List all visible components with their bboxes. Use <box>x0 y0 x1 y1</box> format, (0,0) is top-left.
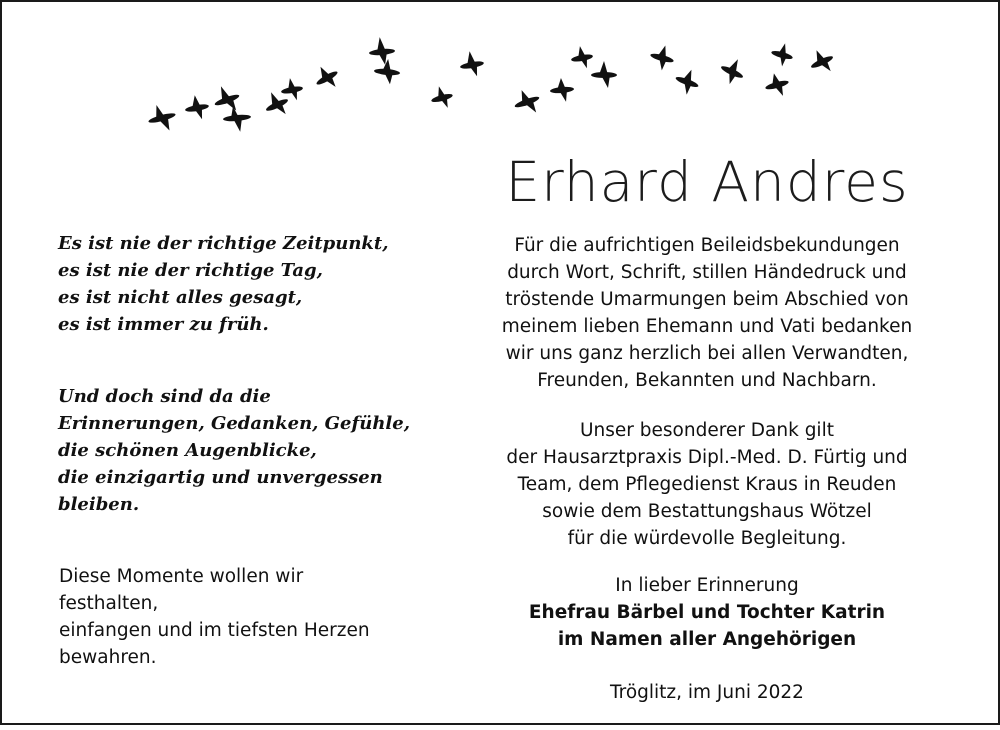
moments-line: Diese Momente wollen wir <box>59 566 304 587</box>
poem-line: es ist nie der richtige Tag, <box>58 260 323 281</box>
poem-line: die einzigartig und unvergessen <box>58 467 383 488</box>
moments-line: einfangen und im tiefsten Herzen <box>59 620 370 641</box>
poem-line: Und doch sind da die <box>58 386 271 407</box>
special-thanks-line: Team, dem Pflegedienst Kraus in Reuden <box>517 474 897 495</box>
thanks-line: meinem lieben Ehemann und Vati bedanken <box>501 316 913 337</box>
thanks-line: tröstende Umarmungen beim Abschied von <box>505 289 909 310</box>
signature-block <box>447 572 967 653</box>
poem-line: Es ist nie der richtige Zeitpunkt, <box>58 233 389 254</box>
special-thanks-paragraph <box>447 417 967 552</box>
thanks-line: Für die aufrichtigen Beileidsbekundungen <box>514 235 900 256</box>
place-date: Tröglitz, im Juni 2022 <box>610 682 804 703</box>
bird-flock <box>145 36 838 135</box>
poem-line: die schönen Augenblicke, <box>58 440 317 461</box>
deceased-name: Erhard Andres <box>505 150 909 214</box>
moments-line: festhalten, <box>59 593 159 614</box>
family-names: Ehefrau Bärbel und Tochter Katrin <box>528 602 886 623</box>
special-thanks-line: für die würdevolle Begleitung. <box>567 528 847 549</box>
poem-line: es ist immer zu früh. <box>58 314 269 335</box>
moments-text <box>59 563 439 671</box>
special-thanks-line: der Hausarztpraxis Dipl.-Med. D. Fürtig und <box>506 447 908 468</box>
flying-birds-icon <box>142 30 862 145</box>
thanks-line: wir uns ganz herzlich bei allen Verwandten, <box>505 343 909 364</box>
special-thanks-line: Unser besonderer Dank gilt <box>580 420 834 441</box>
special-thanks-line: sowie dem Bestattungshaus Wötzel <box>542 501 872 522</box>
poem-stanza-2 <box>58 383 458 518</box>
moments-line: bewahren. <box>59 647 157 668</box>
relatives-line: im Namen aller Angehörigen <box>557 629 857 650</box>
thanks-line: Freunden, Bekannten und Nachbarn. <box>537 370 877 391</box>
poem-line: es ist nicht alles gesagt, <box>58 287 303 308</box>
poem-stanza-1 <box>58 230 458 338</box>
poem-line: bleiben. <box>58 494 140 515</box>
thanks-line: durch Wort, Schrift, stillen Händedruck und <box>507 262 907 283</box>
thanks-paragraph <box>447 232 967 394</box>
closing-intro: In lieber Erinnerung <box>615 575 799 596</box>
poem-line: Erinnerungen, Gedanken, Gefühle, <box>58 413 410 434</box>
